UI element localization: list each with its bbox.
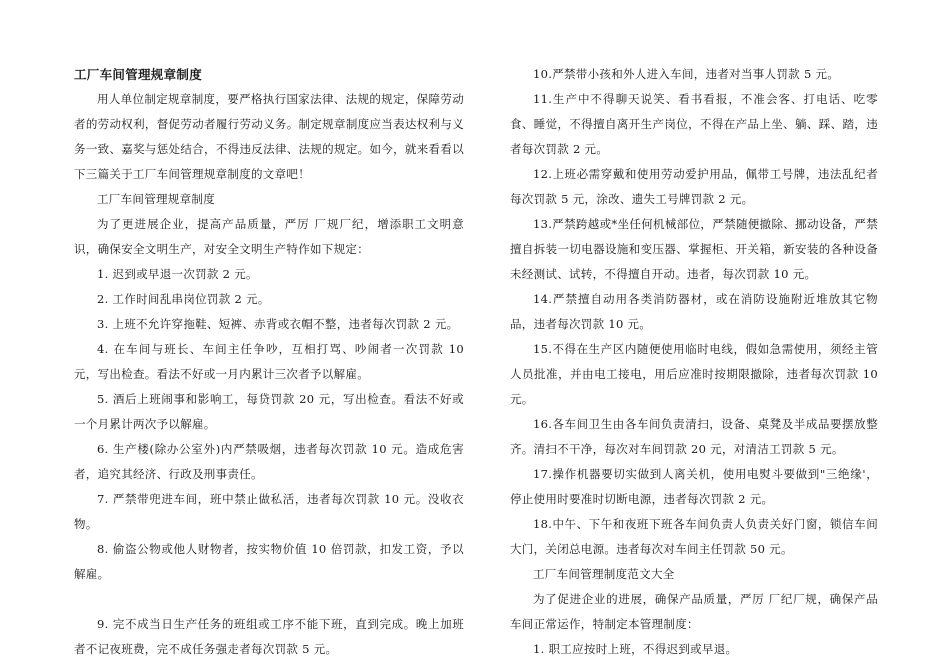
left-column <box>74 62 464 662</box>
rule-item: 12.上班必需穿戴和使用劳动爱护用品，佩带工号牌，违法乱纪者每次罚款 5 元，涂改、遗失工号牌罚款 2 元。 <box>510 167 878 206</box>
rule-item: 6. 生产楼(除办公室外)内严禁吸烟，违者每次罚款 10 元。造成危害者，追究其经济、行政及刑事责任。 <box>74 442 464 481</box>
rule-item: 2. 工作时间乱串岗位罚款 2 元。 <box>97 292 270 306</box>
rule-item: 9. 完不成当日生产任务的班组或工序不能下班，直到完成。晚上加班者不记夜班费，完不成任务强走者每次罚款 5 元。 <box>74 617 464 656</box>
rule-item: 4. 在车间与班长、车间主任争吵，互相打骂、吵闹者一次罚款 10 元，写出检查。看法不好或一月内累计三次者予以解雇。 <box>74 342 464 381</box>
rule-item: 13.严禁跨越或*坐任何机械部位，严禁随便撤除、挪动设备，严禁擅自拆装一切电器设施和变压器、掌握柜、开关箱，新安装的各种设备未经测试、试转，不得擅自开动。违者，每次罚款 10 元。 <box>510 217 878 281</box>
rule-item: 1. 迟到或早退一次罚款 2 元。 <box>97 267 258 281</box>
document-title: 工厂车间管理规章制度 <box>74 67 203 82</box>
rule-item: 1. 职工应按时上班，不得迟到或早退。 <box>533 642 738 656</box>
rule-item: 18.中午、下午和夜班下班各车间负责人负责关好门窗，锁信车间大门，关闭总电源。违者每次对车间主任罚款 50 元。 <box>510 517 878 556</box>
section-heading: 工厂车间管理规章制度 <box>97 192 215 206</box>
preamble-paragraph: 为了促进企业的进展，确保产品质量，严厉 厂纪厂规，确保产品车间正常运作，特制定本管理制度： <box>510 592 878 631</box>
intro-paragraph: 用人单位制定规章制度，要严格执行国家法律、法规的规定，保障劳动者的劳动权利，督促劳动者履行劳动义务。制定规章制度应当表达权利与义务一致、嘉奖与惩处结合，不得违反法律、法规的规定。如今，就来看看以下三篇关于工厂车间管理规章制度的文章吧！ <box>74 92 464 181</box>
blank-line <box>74 587 464 612</box>
rule-item: 14.严禁擅自动用各类消防器材，或在消防设施附近堆放其它物品，违者每次罚款 10 元。 <box>510 292 878 331</box>
rule-item: 10.严禁带小孩和外人进入车间，违者对当事人罚款 5 元。 <box>533 67 840 81</box>
rule-item: 16.各车间卫生由各车间负责清扫，设备、桌凳及半成品要摆放整齐。清扫不干净，每次对车间罚款 20 元，对清洁工罚款 5 元。 <box>510 417 878 456</box>
rule-item: 8. 偷盗公物或他人财物者，按实物价值 10 倍罚款，扣发工资，予以解雇。 <box>74 542 464 581</box>
rule-item: 3. 上班不允许穿拖鞋、短裤、赤背或衣帽不整，违者每次罚款 2 元。 <box>97 317 459 331</box>
section-heading: 工厂车间管理制度范文大全 <box>533 567 675 581</box>
preamble-paragraph: 为了更进展企业，提高产品质量，严厉 厂规厂纪，增添职工文明意识，确保安全文明生产，对安全文明生产特作如下规定： <box>74 217 464 256</box>
rule-item: 7. 严禁带兜进车间，班中禁止做私活，违者每次罚款 10 元。没收衣物。 <box>74 492 464 531</box>
rule-item: 5. 酒后上班闹事和影响工，每贷罚款 20 元，写出检查。看法不好或一个月累计两次予以解雇。 <box>74 392 464 431</box>
right-column <box>510 62 878 662</box>
rule-item: 11.生产中不得聊天说笑、看书看报，不准会客、打电话、吃零食、睡觉，不得擅自离开生产岗位，不得在产品上坐、躺、踩、踏，违者每次罚款 2 元。 <box>510 92 878 156</box>
rule-item: 15.不得在生产区内随便使用临时电线，假如急需使用，须经主管人员批准，并由电工接电，用后应准时按期限撤除，违者每次罚款 10 元。 <box>510 342 878 406</box>
rule-item: 17.操作机器要切实做到人离关机，使用电熨斗要做到"三绝缘'，停止使用时要准时切断电源，违者每次罚款 2 元。 <box>510 467 878 506</box>
